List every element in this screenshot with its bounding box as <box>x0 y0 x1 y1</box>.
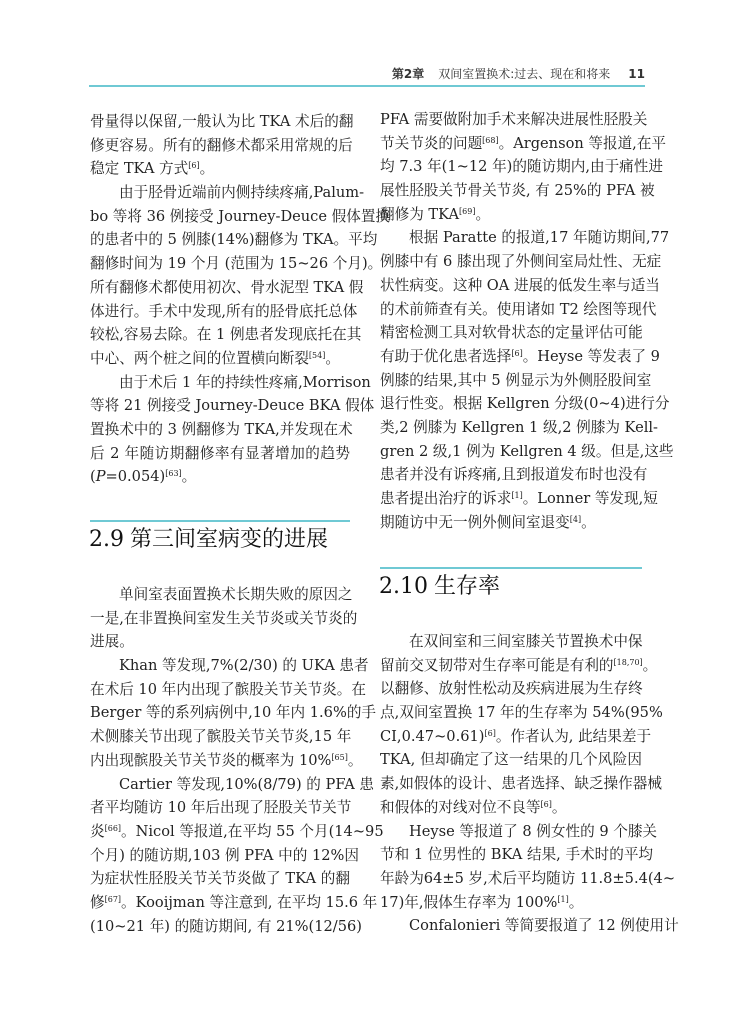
section-rule <box>90 520 350 522</box>
left-column-text <box>90 110 391 489</box>
text-line: 的术前筛查有关。使用诸如 T2 绘图等现代 <box>380 300 657 318</box>
section-heading-2-9 <box>89 526 328 554</box>
text-line: 17)年,假体生存率为 100%[1]。 <box>380 893 584 911</box>
text-line: 在术后 10 年内出现了髌股关节关节炎。在 <box>90 680 366 698</box>
citation: [1] <box>557 894 569 904</box>
text-line: 稳定 TKA 方式[6]。 <box>90 160 215 178</box>
text-line: 根据 Paratte 的报道,17 年随访期间,77 <box>409 229 670 247</box>
text-line: 由于胫骨近端前内侧持续疼痛,Palum- <box>119 184 365 202</box>
text-line: 修[67]。Kooijman 等注意到, 在平均 15.6 年 <box>90 893 378 911</box>
text-line: 退行性变。根据 Kellgren 分级(0~4)进行分 <box>380 395 670 413</box>
paragraph <box>380 108 667 226</box>
text-line: PFA 需要做附加手术来解决进展性胫股关 <box>380 111 648 128</box>
text-line: gren 2 级,1 例为 Kellgren 4 级。但是,这些 <box>380 442 674 460</box>
text-line: 置换术中的 3 例翻修为 TKA,并发现在术 <box>90 420 353 438</box>
text-line: (10~21 年) 的随访期间, 有 21%(12/56) <box>90 917 362 935</box>
citation: [1] <box>511 491 523 500</box>
citation: [4] <box>569 514 582 524</box>
text-line: 术侧膝关节出现了髌股关节关节炎,15 年 <box>90 728 352 746</box>
text-line: 精密检测工具对软骨状态的定量评估可能 <box>380 324 643 342</box>
text-line: 翻修时间为 19 个月 (范围为 15~26 个月)。 <box>90 255 383 273</box>
text-line: Berger 等的系列病例中,10 年内 1.6%的手 <box>90 704 377 722</box>
text-line: 内出现髌股关节关节炎的概率为 10%[65]。 <box>90 751 363 769</box>
section-number: 2.9 <box>89 527 124 552</box>
text-line: bo 等将 36 例接受 Journey-Deuce 假体置换 <box>90 207 391 225</box>
text-line: 体进行。手术中发现,所有的胫骨底托总体 <box>90 302 358 320</box>
chapter-title: 双间室置换术:过去、现在和将来 <box>438 67 611 81</box>
citation: [18,70] <box>613 657 643 667</box>
text-line: 节关节炎的问题[68]。Argenson 等报道,在平 <box>380 134 667 152</box>
text-line: Confalonieri 等简要报道了 12 例使用计 <box>409 917 679 935</box>
text-line: (P=0.054)[63]。 <box>90 468 197 486</box>
section-heading-2-10 <box>379 573 500 601</box>
section-2-10-body <box>380 630 679 938</box>
text-line: 均 7.3 年(1~12 年)的随访期内,由于痛性进 <box>380 158 663 176</box>
section-2-9-body <box>90 583 384 938</box>
citation: [63] <box>165 469 182 479</box>
right-column-text <box>380 108 674 534</box>
paragraph <box>90 371 375 489</box>
paragraph <box>90 583 358 654</box>
section-number: 2.10 <box>379 574 428 599</box>
paragraph <box>380 226 674 534</box>
text-line: 为症状性胫股关节关节炎做了 TKA 的翻 <box>90 870 350 888</box>
text-line: CI,0.47~0.61)[6]。作者认为, 此结果差于 <box>380 727 652 745</box>
paragraph <box>90 654 377 772</box>
text-line: 一是,在非置换间室发生关节炎或关节炎的 <box>90 609 358 627</box>
citation: [67] <box>104 894 122 904</box>
text-line: 后 2 年随访期翻修率有显著增加的趋势 <box>90 444 350 462</box>
text-line: 以翻修、放射性松动及疾病进展为生存终 <box>380 680 643 698</box>
text-line: 节和 1 位男性的 BKA 结果, 手术时的平均 <box>380 846 654 864</box>
paragraph <box>90 181 391 371</box>
text-line: 由于术后 1 年的持续性疼痛,Morrison <box>119 373 371 391</box>
text-line: 和假体的对线对位不良等[6]。 <box>380 798 567 816</box>
citation: [54] <box>308 350 326 360</box>
citation: [69] <box>459 206 476 216</box>
text-line: Cartier 等发现,10%(8/79) 的 PFA 患 <box>119 775 374 793</box>
paragraph <box>380 630 663 820</box>
text-line: 个月) 的随访期,103 例 PFA 中的 12%因 <box>90 846 359 864</box>
text-line: 状性病变。这种 OA 进展的低发生率与适当 <box>380 276 660 294</box>
text-line: 较松,容易去除。在 1 例患者发现底托在其 <box>90 326 362 344</box>
text-line: 有助于优化患者选择[6]。Heyse 等发表了 9 <box>380 347 660 365</box>
text-line: 例膝中有 6 膝出现了外侧间室局灶性、无症 <box>380 253 662 271</box>
page-number: 11 <box>628 67 645 81</box>
section-rule <box>380 567 642 569</box>
text-line: 展性胫股关节骨关节炎, 有 25%的 PFA 被 <box>380 182 655 200</box>
text-line: 类,2 例膝为 Kellgren 1 级,2 例膝为 Kell- <box>380 418 658 436</box>
text-line: 素,如假体的设计、患者选择、缺乏操作器械 <box>380 775 662 793</box>
text-line: 中心、两个桩之间的位置横向断裂[54]。 <box>90 349 340 367</box>
text-line: 进展。 <box>90 633 134 651</box>
text-line: Khan 等发现,7%(2/30) 的 UKA 患者 <box>119 657 369 675</box>
paragraph <box>90 110 354 181</box>
citation: [6] <box>540 799 552 809</box>
text-line: 骨量得以保留,一般认为比 TKA 术后的翻 <box>90 113 354 130</box>
text-line: 单间室表面置换术长期失败的原因之 <box>119 586 353 603</box>
citation: [6] <box>188 161 200 171</box>
text-line: Heyse 等报道了 8 例女性的 9 个膝关 <box>409 822 658 840</box>
text-line: TKA, 但却确定了这一结果的几个风险因 <box>380 751 642 769</box>
paragraph <box>380 820 676 915</box>
running-header <box>392 64 645 84</box>
text-line: 的患者中的 5 例膝(14%)翻修为 TKA。平均 <box>90 231 378 249</box>
text-line: 患者提出治疗的诉求[1]。Lonner 等发现,短 <box>380 490 658 507</box>
text-line: 炎[66]。Nicol 等报道,在平均 55 个月(14~95 <box>90 822 384 840</box>
text-line: 年龄为64±5 岁,术后平均随访 11.8±5.4(4~ <box>380 869 676 887</box>
citation: [68] <box>482 135 499 145</box>
text-line: 期随访中无一例外侧间室退变[4]。 <box>380 513 596 531</box>
chapter-label: 第2章 <box>391 67 425 81</box>
text-line: 翻修为 TKA[69]。 <box>380 205 491 223</box>
text-line: 点,双间室置换 17 年的生存率为 54%(95% <box>380 704 663 722</box>
text-line: 所有翻修术都使用初次、骨水泥型 TKA 假 <box>90 278 364 296</box>
italic-variable: P <box>95 468 106 486</box>
text-line: 例膝的结果,其中 5 例显示为外侧胫股间室 <box>380 371 652 389</box>
citation: [6] <box>484 728 496 738</box>
section-title: 生存率 <box>433 574 500 599</box>
paragraph <box>380 914 679 938</box>
citation: [65] <box>331 752 348 762</box>
citation: [6] <box>511 348 523 358</box>
text-line: 在双间室和三间室膝关节置换术中保 <box>409 633 643 650</box>
text-line: 修更容易。所有的翻修术都采用常规的后 <box>90 136 353 154</box>
text-line: 等将 21 例接受 Journey-Deuce BKA 假体 <box>90 397 375 415</box>
text-line: 者平均随访 10 年后出现了胫股关节关节 <box>90 799 352 817</box>
citation: [66] <box>104 823 122 833</box>
text-line: 留前交叉韧带对生存率可能是有利的[18,70]。 <box>380 656 658 674</box>
text-line: 患者并没有诉疼痛,且到报道发布时也没有 <box>380 466 648 484</box>
header-rule <box>89 85 645 87</box>
section-title: 第三间室病变的进展 <box>130 527 329 552</box>
paragraph <box>90 773 384 939</box>
